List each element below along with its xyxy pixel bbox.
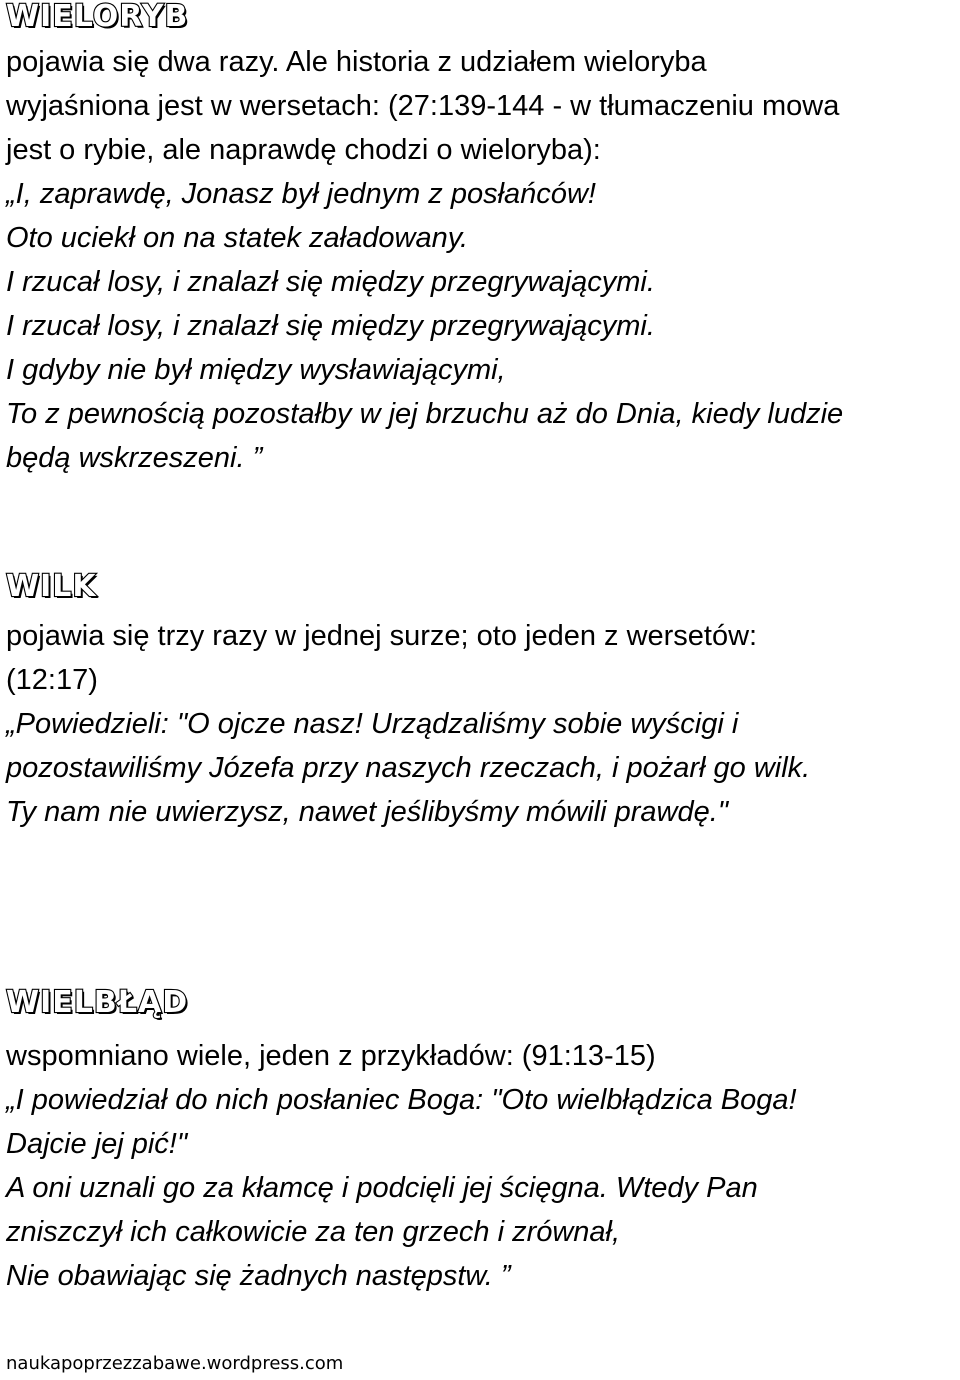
intro-paragraph [6,1034,956,1078]
quote-line: zniszczył ich całkowicie za ten grzech i zrównał, [6,1216,621,1248]
text-line: jest o rybie, ale naprawdę chodzi o wieloryba): [6,134,601,166]
quote-paragraph [6,172,956,480]
quote-line: To z pewnością pozostałby w jej brzuchu aż do Dnia, kiedy ludzie [6,398,844,430]
quote-line: pozostawiliśmy Józefa przy naszych rzeczach, i pożarł go wilk. [6,752,811,784]
quote-line: „I, zaprawdę, Jonasz był jednym z posłańców! [6,178,596,210]
text-line: (12:17) [6,664,98,696]
text-line: pojawia się trzy razy w jednej surze; oto jeden z wersetów: [6,620,758,652]
intro-paragraph [6,614,956,702]
section-wielblad [6,986,956,1298]
text-line: wspomniano wiele, jeden z przykładów: (91:13-15) [6,1040,656,1072]
quote-line: „I powiedział do nich posłaniec Boga: "Oto wielbłądzica Boga! [6,1084,797,1116]
section-heading: WILK [6,569,97,604]
intro-paragraph [6,40,956,172]
quote-line: I gdyby nie był między wysławiającymi, [6,354,506,386]
quote-line: Nie obawiając się żadnych następstw. ” [6,1260,511,1292]
quote-paragraph [6,1078,956,1298]
quote-line: „Powiedzieli: "O ojcze nasz! Urządzaliśmy sobie wyścigi i [6,708,739,740]
text-line: pojawia się dwa razy. Ale historia z udziałem wieloryba [6,46,707,78]
quote-line: I rzucał losy, i znalazł się między przegrywającymi. [6,266,655,298]
text-line: wyjaśniona jest w wersetach: (27:139-144 - w tłumaczeniu mowa [6,90,840,122]
quote-line: I rzucał losy, i znalazł się między przegrywającymi. [6,310,655,342]
quote-line: będą wskrzeszeni. ” [6,442,263,474]
section-wieloryb [6,0,956,480]
quote-paragraph [6,702,956,834]
quote-line: A oni uznali go za kłamcę i podcięli jej ścięgna. Wtedy Pan [6,1172,758,1204]
section-heading: WIELBŁĄD [6,985,189,1020]
footer-source: naukapoprzezzabawe.wordpress.com [6,1353,344,1374]
quote-line: Oto uciekł on na statek załadowany. [6,222,469,254]
section-heading: WIELORYB [6,0,189,34]
quote-line: Dajcie jej pić!" [6,1128,188,1160]
section-wilk [6,570,956,834]
quote-line: Ty nam nie uwierzysz, nawet jeślibyśmy mówili prawdę." [6,796,729,828]
